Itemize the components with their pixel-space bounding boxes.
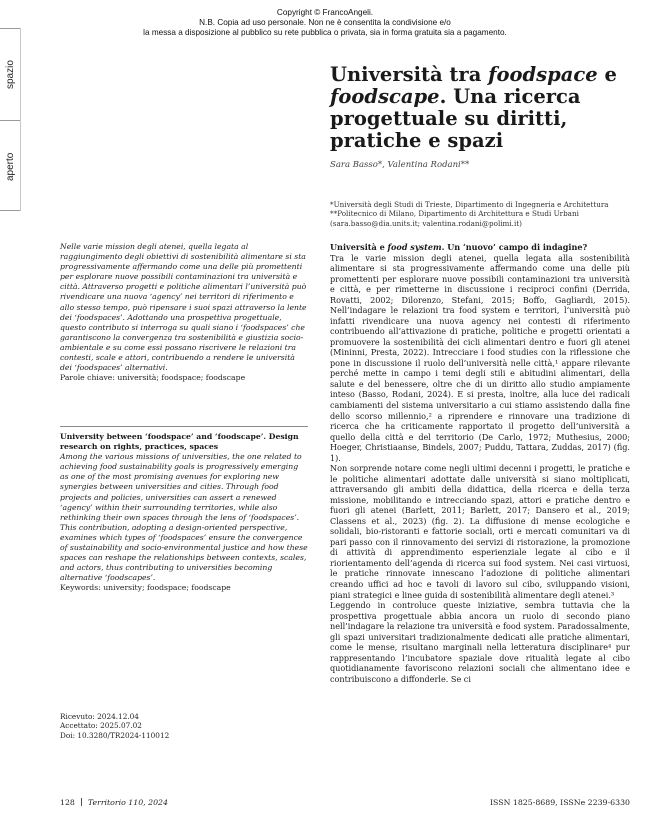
title-part-3: . Una ricerca progettuale su diritti, pratiche e spazi xyxy=(330,85,581,152)
section-heading-emphasis: food system xyxy=(387,242,442,252)
keywords-italian: Parole chiave: università; foodspace; foodscape xyxy=(60,373,246,383)
affiliation-contacts: (sara.basso@dia.units.it; valentina.rodani@polimi.it) xyxy=(330,218,522,228)
body-paragraph: Tra le varie mission degli atenei, quella legata alla sostenibilità alimentare si sta progressivamente affermando come una delle più promettenti per esplorare nuove possibili contaminazioni tra università e città, e per rimetterne in discussione i reciproci confini (Derrida, Rovatti, 2002; Dilorenzo, Stefani, 2015; Boffo, Gagliardi, 2015). Nell’indagare le relazioni tra food system e territori, l’università può infatti rivendicare una nuova agency nei contesti di riferimento contribuendo all’attivazione di pratiche, politiche e progetti orientati a promuovere la sostenibilità dei cicli alimentari dentro e fuori gli atenei (Mininni, Presta, 2022). Intrecciare i food studies con la riflessione che pone in discussione il ruolo dell’università nelle città,¹ appare rilevante perché mette in campo i temi degli stili e abitudini alimentari, della salute e del benessere, oltre che di un diritto allo studio ampiamente inteso (Basso, Rodani, 2024). E si presta, inoltre, alla luce dei radicali cambiamenti del sistema universitario a cui stiamo assistendo dalla fine dello scorso millennio,² a riprendere e rinnovare una tradizione di ricerca che ha criticamente rapportato il progetto dell’università a quello della città e del territorio (De Carlo, 1972; Muthesius, 2000; Hoeger, Christiaanse, Bindels, 2007; Puddu, Tattara, Zuddas, 2017) (fig. 1). xyxy=(330,252,630,463)
abstract-english xyxy=(60,432,308,594)
doi: Doi: 10.3280/TR2024-110012 xyxy=(60,730,170,740)
section-heading xyxy=(330,242,630,253)
keywords-english: Keywords: university; foodspace; foodscape xyxy=(60,583,231,593)
received-date: Ricevuto: 2024.12.04 xyxy=(60,712,139,721)
abstract-italian-text: Nelle varie mission degli atenei, quella legata al raggiungimento degli obiettivi di sostenibilità alimentare si sta progressivamente affermando come una delle più promettenti per esplorare nuove possibili contaminazioni tra università e città. Attraverso progetti e politiche alimentari l’università può rivendicare una nuova ‘agency’ nei territori di riferimento e allo stesso tempo, può ripensare i suoi spazi attraverso la lente dei ‘foodspaces’. Adottando una prospettiva progettuale, questo contributo si interroga su quali siano i ‘foodspaces’ che garantiscono la convergenza tra sostenibilità e giustizia socio-ambientale e su come essi possano riscrivere le relazioni tra contesti, scale e attori, contribuendo a rendere le università dei ‘foodspaces’ alternativi. xyxy=(60,242,307,373)
page-footer-left xyxy=(60,798,168,807)
copyright-line-2: N.B. Copia ad uso personale. Non ne è consentita la condivisione e/o xyxy=(199,18,451,27)
side-tab-divider xyxy=(0,28,20,29)
side-tab-word-bottom: aperto xyxy=(5,152,16,182)
side-tab-divider xyxy=(0,120,20,121)
affiliation-line: **Politecnico di Milano, Dipartimento di Architettura e Studi Urbani xyxy=(330,209,579,219)
body-paragraph: Non sorprende notare come negli ultimi decenni i progetti, le pratiche e le politiche alimentari adottate dalle università si siano moltiplicati, attraversando gli ambiti della didattica, della ricerca e della terza missione, mobilitando e intrecciando spazi, attori e pratiche dentro e fuori gli atenei (Barlett, 2011; Barlett, 2017; Dansero et al., 2019; Classens et al., 2023) (fig. 2). La diffusione di mense ecologiche e solidali, bio-ristoranti e fattorie sociali, orti e mercati comunitari va di pari passo con il rinnovamento dei servizi di ristorazione, la promozione di attività di apprendimento esperienziale legate al cibo e il riorientamento dell’agenda di ricerca sui food system. Nei casi virtuosi, le pratiche rinnovate innescano l’adozione di politiche alimentari creando uffici ad hoc e tavoli di lavoro sul cibo, sviluppando visioni, piani strategici e linee guida di sostenibilità alimentare degli atenei.³ xyxy=(330,463,630,600)
copyright-line-3: la messa a disposizione al pubblico su rete pubblica o privata, sia in forma gratuita sia a pagamento. xyxy=(143,28,507,37)
title-part-2: e xyxy=(597,63,617,86)
journal-name: Territorio 110, 2024 xyxy=(87,798,168,807)
side-tab-word-top: spazio xyxy=(5,60,16,90)
body-text-column xyxy=(330,242,630,684)
abstract-divider xyxy=(60,426,308,427)
author-affiliations xyxy=(330,200,640,228)
accepted-date: Accettato: 2025.07.02 xyxy=(60,721,142,731)
title-part-1: Università tra xyxy=(330,63,489,86)
submission-dates xyxy=(60,712,169,740)
section-heading-part-2: . Un ‘nuovo’ campo di indagine? xyxy=(441,242,588,252)
article-title xyxy=(330,64,630,152)
english-title: University between ‘foodspace’ and ‘foodscape’. Design research on rights, practices, spaces xyxy=(60,432,299,452)
section-side-tab xyxy=(0,28,21,211)
section-heading-part-1: Università e xyxy=(330,242,388,252)
abstract-english-text: Among the various missions of universities, the one related to achieving food sustainability goals is progressively emerging as one of the most promising avenues for exploring new synergies between universities and cities. Through food projects and policies, universities can assert a renewed ‘agency’ within their surrounding territories, while also rethinking their own spaces through the lens of ‘foodspaces’. This contribution, adopting a design-oriented perspective, examines which types of ‘foodspaces’ ensure the convergence of sustainability and socio-environmental justice and how these spaces can reshape the relationships between contexts, scales, and actors, thus contributing to universities becoming alternative ‘foodscapes’. xyxy=(60,452,308,583)
issn: ISSN 1825-8689, ISSNe 2239-6330 xyxy=(489,798,630,807)
abstract-italian xyxy=(60,242,308,383)
side-tab-divider xyxy=(0,210,20,211)
affiliation-line: *Università degli Studi di Trieste, Dipartimento di Ingegneria e Architettura xyxy=(330,200,609,209)
copyright-notice xyxy=(0,8,650,38)
footer-separator xyxy=(81,798,82,806)
body-paragraph: Leggendo in controluce queste iniziative, sembra tuttavia che la prospettiva progettuale abbia ancora un ruolo di secondo piano nell’indagare la relazione tra università e food system. Paradossalmente, gli spazi universitari tradizionalmente dedicati alle pratiche alimentari, come le mense, risultano marginali nella letteratura disciplinare⁴ pur rappresentando l’incubatore spaziale dove ritualità legate al cibo quotidianamente favoriscono relazioni sociali che alimentano idee e contribuiscono a diffonderle. Se ci xyxy=(330,600,630,684)
title-emphasis-1: foodspace xyxy=(488,63,598,86)
page-number: 128 xyxy=(60,798,75,807)
copyright-line-1: Copyright © FrancoAngeli. xyxy=(276,8,374,17)
article-authors: Sara Basso*, Valentina Rodani** xyxy=(330,160,470,170)
title-emphasis-2: foodscape xyxy=(330,85,440,108)
